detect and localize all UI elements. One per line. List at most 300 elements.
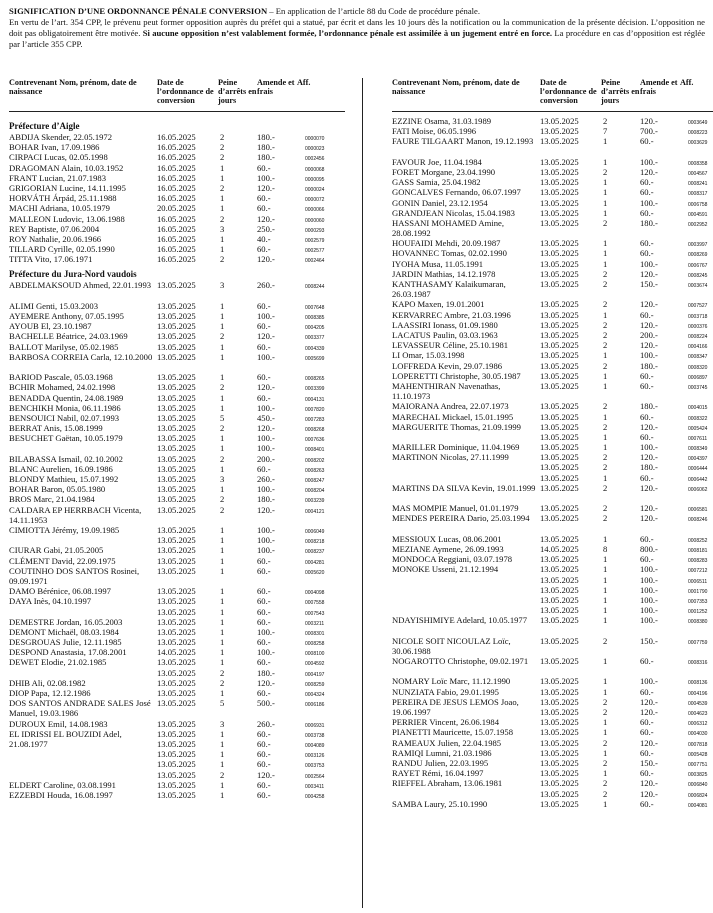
table-row: [9, 627, 345, 637]
conversion-date: 13.05.2025: [540, 350, 579, 361]
conversion-date: 13.05.2025: [157, 555, 196, 566]
case-number: 0006931: [305, 722, 325, 729]
fine-amount: 60.-: [257, 463, 271, 474]
conversion-date: 16.05.2025: [157, 142, 196, 153]
table-row: [392, 116, 713, 126]
detention-days: 1: [220, 321, 225, 332]
detention-days: 1: [603, 768, 608, 779]
offender-name: NICOLE SOIT NICOULAZ Loïc, 30.06.1988: [392, 635, 511, 656]
fine-amount: 180.-: [257, 132, 275, 142]
fine-amount: 60.-: [640, 686, 654, 697]
detention-days: 2: [603, 421, 608, 432]
table-row: [392, 157, 713, 167]
detention-days: 1: [220, 443, 225, 454]
conversion-date: 13.05.2025: [540, 635, 579, 646]
conversion-date: 13.05.2025: [540, 421, 579, 432]
header-amende: Amende et frais: [257, 78, 295, 96]
table-row: [392, 585, 713, 595]
conversion-date: 13.05.2025: [540, 329, 579, 340]
table-row: [392, 575, 713, 585]
table-row: [392, 452, 713, 462]
fine-amount: 40.-: [257, 233, 271, 244]
table-row: [9, 433, 345, 443]
header-amende: Amende et frais: [640, 78, 678, 96]
conversion-date: 13.05.2025: [540, 238, 579, 249]
case-number: 0004397: [688, 456, 708, 463]
table-row: [392, 310, 713, 320]
offender-name: BROS Marc, 21.04.1984: [9, 494, 95, 505]
case-number: 0008349: [688, 446, 708, 453]
detention-days: 1: [220, 203, 225, 214]
table-row: [9, 607, 345, 617]
header-date: Date de l’ordonnance de conversion: [157, 78, 214, 105]
offender-name: MALLEON Ludovic, 13.06.1988: [9, 213, 125, 224]
offender-name: MARILLER Dominique, 11.04.1969: [392, 442, 520, 453]
detention-days: 1: [220, 233, 225, 244]
offender-name: BOHAR Baron, 05.05.1980: [9, 484, 106, 495]
offender-name: NOMARY Loïc Marc, 11.12.1990: [392, 676, 511, 687]
detention-days: 2: [220, 423, 225, 434]
detention-days: 1: [220, 545, 225, 556]
table-row: [392, 136, 713, 156]
offender-name: HOUFAIDI Mehdi, 20.09.1987: [392, 238, 501, 249]
detention-days: 1: [603, 564, 608, 575]
detention-days: 2: [603, 503, 608, 514]
fine-amount: 250.-: [257, 223, 275, 234]
conversion-date: 13.05.2025: [540, 156, 579, 167]
fine-amount: 120.-: [640, 696, 658, 707]
detention-days: 2: [603, 788, 608, 799]
detention-days: 2: [220, 213, 225, 224]
right-rows: [392, 116, 713, 809]
case-number: 0007558: [305, 600, 325, 607]
fine-amount: 120.-: [640, 778, 658, 789]
table-row: [392, 432, 713, 442]
detention-days: 2: [220, 667, 225, 678]
case-number: 0000376: [688, 323, 708, 330]
fine-amount: 200.-: [257, 453, 275, 464]
case-number: 0008237: [305, 549, 325, 556]
case-number: 0006897: [688, 374, 708, 381]
fine-amount: 180.-: [257, 142, 275, 153]
offender-name: KAPO Maxen, 19.01.2001: [392, 299, 485, 310]
case-number: 0008258: [305, 641, 325, 648]
fine-amount: 100.-: [640, 605, 658, 616]
case-number: 0004089: [305, 742, 325, 749]
detention-days: 1: [603, 238, 608, 249]
table-row: [392, 605, 713, 615]
conversion-date: 13.05.2025: [540, 584, 579, 595]
conversion-date: 13.05.2025: [540, 696, 579, 707]
conversion-date: 13.05.2025: [157, 738, 196, 749]
offender-name: LOFFREDA Kevin, 29.07.1986: [392, 360, 503, 371]
fine-amount: 60.-: [257, 728, 271, 739]
offender-name: BLANC Aurelien, 16.09.1986: [9, 463, 113, 474]
offender-name: CLÉMENT David, 22.09.1975: [9, 555, 116, 566]
table-row: [392, 768, 713, 778]
header-aff: Aff.: [680, 78, 694, 87]
offender-name: DEMONT Michaël, 08.03.1984: [9, 626, 119, 637]
section-heading: Préfecture du Jura-Nord vaudois: [9, 269, 137, 280]
fine-amount: 120.-: [640, 166, 658, 177]
fine-amount: 100.-: [257, 626, 275, 637]
case-number: 0004592: [305, 661, 325, 668]
detention-days: 2: [603, 737, 608, 748]
fine-amount: 180.-: [257, 667, 275, 678]
case-number: 0003629: [688, 140, 708, 147]
offender-name: MARTINON Nicolas, 27.11.1999: [392, 452, 509, 463]
offender-name: MEZIANE Aymene, 26.09.1993: [392, 543, 504, 554]
case-number: 0008263: [305, 467, 325, 474]
table-row: [9, 596, 345, 606]
conversion-date: 13.05.2025: [157, 300, 196, 311]
offender-name: DESGROUAS Julie, 12.11.1985: [9, 637, 122, 648]
fine-amount: 60.-: [257, 749, 271, 760]
offender-name: MACHI Adriana, 10.05.1979: [9, 203, 110, 214]
table-row: [9, 525, 345, 535]
fine-amount: 60.-: [640, 248, 654, 259]
offender-name: FAVOUR Joe, 11.04.1984: [392, 156, 482, 167]
case-number: 0003411: [305, 783, 325, 790]
detention-days: 1: [603, 431, 608, 442]
conversion-date: 13.05.2025: [540, 513, 579, 524]
fine-amount: 60.-: [257, 616, 271, 627]
conversion-date: 13.05.2025: [540, 319, 579, 330]
case-number: 0004030: [688, 731, 708, 738]
case-number: 0006824: [688, 792, 708, 799]
table-row: [392, 208, 713, 218]
offender-name: MONOKE Usseni, 21.12.1994: [392, 564, 499, 575]
fine-amount: 60.-: [257, 596, 271, 607]
detention-days: 2: [220, 677, 225, 688]
header-name: Contrevenant Nom, prénom, date de naissance: [9, 78, 137, 96]
conversion-date: 13.05.2025: [157, 728, 196, 739]
table-row: [9, 780, 345, 790]
offender-name: BOHAR Ivan, 17.09.1986: [9, 142, 100, 153]
fine-amount: 100.-: [257, 433, 275, 444]
fine-amount: 150.-: [640, 635, 658, 646]
conversion-date: 13.05.2025: [540, 768, 579, 779]
detention-days: 2: [220, 453, 225, 464]
table-row: [392, 554, 713, 564]
conversion-date: 13.05.2025: [157, 759, 196, 770]
case-number: 0008380: [688, 619, 708, 626]
table-row: [392, 330, 713, 340]
conversion-date: 13.05.2025: [540, 116, 579, 126]
conversion-date: 13.05.2025: [540, 217, 579, 228]
detention-days: 1: [603, 605, 608, 616]
notice-body-bold: Si aucune opposition n’est valablement formée, l’ordonnance pénale est assimilée à un jugement entré en force.: [140, 28, 553, 38]
detention-days: 1: [603, 258, 608, 269]
offender-name: CIRPACI Lucas, 02.05.1998: [9, 152, 108, 163]
offender-name: DEWET Elodie, 21.02.1985: [9, 657, 107, 668]
detention-days: 1: [220, 688, 225, 698]
case-number: 0003738: [305, 732, 325, 739]
header-date: Date de l’ordonnance de conversion: [540, 78, 597, 105]
fine-amount: 100.-: [640, 574, 658, 585]
case-number: 0004324: [305, 692, 325, 698]
conversion-date: 13.05.2025: [157, 698, 196, 709]
table-row: [9, 637, 345, 647]
case-number: 0003674: [688, 283, 708, 290]
case-number: 0008268: [305, 427, 325, 434]
case-number: 0004131: [305, 396, 325, 403]
detention-days: 2: [603, 513, 608, 524]
fine-amount: 60.-: [257, 300, 271, 311]
table-row: [392, 483, 713, 503]
fine-amount: 60.-: [640, 238, 654, 249]
detention-days: 1: [220, 749, 225, 760]
case-number: 0003211: [305, 620, 325, 627]
conversion-date: 13.05.2025: [540, 309, 579, 320]
offender-name: TITTA Vito, 17.06.1971: [9, 254, 93, 265]
detention-days: 1: [220, 300, 225, 311]
case-number: 0007636: [305, 437, 325, 444]
offender-name: EZZEBDI Houda, 16.08.1997: [9, 789, 113, 800]
case-number: 0006840: [688, 782, 708, 789]
detention-days: 3: [220, 223, 225, 234]
conversion-date: 14.05.2025: [157, 647, 196, 658]
offender-name: GONCALVES Fernando, 06.07.1997: [392, 187, 521, 198]
fine-amount: 100.-: [640, 594, 658, 605]
detention-days: 1: [220, 657, 225, 668]
offender-name: LOPERETTI Christophe, 30.05.1987: [392, 370, 521, 381]
case-number: 0004258: [305, 793, 325, 800]
fine-amount: 150.-: [640, 279, 658, 290]
case-number: 0004197: [305, 671, 325, 678]
table-row: [9, 224, 345, 234]
table-row: [392, 401, 713, 411]
detention-days: 1: [603, 207, 608, 218]
conversion-date: 16.05.2025: [157, 254, 196, 265]
detention-days: 1: [603, 187, 608, 198]
detention-days: 1: [220, 596, 225, 607]
detention-days: 1: [220, 647, 225, 658]
fine-amount: 180.-: [257, 152, 275, 163]
detention-days: 2: [220, 132, 225, 142]
offender-name: CALDARA EP HERRBACH Vicenta, 14.11.1953: [9, 504, 142, 525]
conversion-date: 13.05.2025: [540, 340, 579, 351]
conversion-date: 13.05.2025: [157, 789, 196, 800]
case-number: 0006186: [305, 702, 325, 709]
conversion-date: 13.05.2025: [157, 606, 196, 617]
fine-amount: 60.-: [257, 372, 271, 383]
offender-name: RANDU Julien, 22.03.1995: [392, 757, 489, 768]
conversion-date: 13.05.2025: [157, 616, 196, 627]
table-row: [392, 503, 713, 513]
detention-days: 1: [220, 789, 225, 800]
table-row: [392, 462, 713, 472]
fine-amount: 60.-: [257, 341, 271, 352]
fine-amount: 100.-: [640, 676, 658, 687]
table-row: [9, 586, 345, 596]
fine-amount: 60.-: [257, 392, 271, 403]
conversion-date: 13.05.2025: [157, 749, 196, 760]
table-row: [9, 413, 345, 423]
fine-amount: 180.-: [640, 401, 658, 412]
case-number: 0005620: [305, 569, 325, 576]
table-header: [392, 78, 713, 112]
case-number: 0002456: [305, 156, 325, 163]
conversion-date: 13.05.2025: [157, 331, 196, 342]
offender-name: BARBOSA CORREIA Carla, 12.10.2000: [9, 351, 153, 362]
offender-name: DAYA Inès, 04.10.1997: [9, 596, 92, 607]
fine-amount: 120.-: [640, 503, 658, 514]
case-number: 0005699: [305, 355, 325, 362]
table-row: [392, 350, 713, 360]
table-row: [392, 442, 713, 452]
detention-days: 1: [220, 193, 225, 204]
case-number: 0008246: [688, 517, 708, 524]
detention-days: 2: [603, 482, 608, 493]
fine-amount: 120.-: [257, 382, 275, 393]
case-number: 0004081: [688, 802, 708, 809]
conversion-date: 13.05.2025: [540, 707, 579, 718]
conversion-date: 13.05.2025: [540, 207, 579, 218]
header-aff: Aff.: [297, 78, 311, 87]
conversion-date: 14.05.2025: [540, 543, 579, 554]
fine-amount: 100.-: [257, 402, 275, 413]
detention-days: 2: [603, 268, 608, 279]
case-number: 0002579: [305, 237, 325, 244]
fine-amount: 60.-: [257, 193, 271, 204]
case-number: 0008241: [688, 181, 708, 188]
fine-amount: 60.-: [257, 759, 271, 770]
fine-amount: 120.-: [640, 421, 658, 432]
offender-name: TILLARD Cyrille, 02.05.1990: [9, 244, 115, 255]
table-row: [9, 647, 345, 657]
detention-days: 1: [603, 380, 608, 391]
conversion-date: 13.05.2025: [540, 177, 579, 188]
fine-amount: 60.-: [257, 738, 271, 749]
detention-days: 2: [603, 707, 608, 718]
table-row: [9, 657, 345, 667]
conversion-date: 13.05.2025: [540, 126, 579, 137]
detention-days: 2: [220, 494, 225, 505]
case-number: 0004196: [688, 690, 708, 697]
case-number: 0001252: [688, 609, 708, 616]
table-row: [9, 698, 345, 718]
offender-name: BESUCHET Gaëtan, 10.05.1979: [9, 433, 123, 444]
fine-amount: 100.-: [257, 443, 275, 454]
offender-name: MENDES PEREIRA Dario, 25.03.1994: [392, 513, 530, 524]
offender-name: DUROUX Emil, 14.08.1983: [9, 718, 108, 729]
fine-amount: 60.-: [257, 244, 271, 255]
case-number: 0004098: [305, 590, 325, 597]
conversion-date: 13.05.2025: [157, 596, 196, 607]
case-number: 0005428: [688, 751, 708, 758]
detention-days: 1: [220, 738, 225, 749]
conversion-date: 13.05.2025: [157, 321, 196, 332]
case-number: 0001790: [688, 588, 708, 595]
case-number: 0000023: [305, 146, 325, 153]
fine-amount: 60.-: [640, 472, 654, 483]
case-number: 0006442: [688, 476, 708, 483]
conversion-date: 13.05.2025: [157, 311, 196, 322]
detention-days: 2: [603, 340, 608, 351]
fine-amount: 60.-: [257, 555, 271, 566]
table-row: [9, 234, 345, 244]
conversion-date: 13.05.2025: [157, 412, 196, 423]
conversion-date: 13.05.2025: [157, 718, 196, 729]
conversion-date: 13.05.2025: [540, 452, 579, 463]
detention-days: 2: [220, 142, 225, 153]
detention-days: 2: [220, 182, 225, 193]
case-number: 0007283: [305, 416, 325, 423]
detention-days: 1: [220, 311, 225, 322]
table-row: [392, 167, 713, 177]
table-row: [9, 617, 345, 627]
fine-amount: 120.-: [257, 213, 275, 224]
table-row: [392, 187, 713, 197]
offender-name: DAMO Bérénice, 06.08.1997: [9, 586, 111, 597]
offender-name: DRAGOMAN Alain, 10.03.1952: [9, 162, 124, 173]
conversion-date: 13.05.2025: [540, 360, 579, 371]
offender-name: BENSOUICI Nabil, 02.07.1993: [9, 412, 120, 423]
offender-name: GASS Samia, 25.04.1982: [392, 177, 481, 188]
table-row: [392, 259, 713, 269]
fine-amount: 100.-: [257, 535, 275, 546]
conversion-date: 13.05.2025: [540, 299, 579, 310]
offender-name: MARTINS DA SILVA Kevin, 19.01.1999: [392, 482, 536, 493]
case-number: 0004539: [688, 700, 708, 707]
conversion-date: 13.05.2025: [157, 779, 196, 790]
offender-name: DEMESTRE Jordan, 16.05.2003: [9, 616, 123, 627]
conversion-date: 13.05.2025: [157, 524, 196, 535]
detention-days: 3: [220, 280, 225, 291]
notice-paragraph-title: [9, 6, 705, 17]
conversion-date: 13.05.2025: [540, 676, 579, 687]
table-row: [9, 342, 345, 352]
offender-name: ABDELMAKSOUD Ahmed, 22.01.1993: [9, 280, 152, 291]
table-row: [9, 173, 345, 183]
conversion-date: 13.05.2025: [540, 482, 579, 493]
detention-days: 2: [603, 299, 608, 310]
table-row: [392, 422, 713, 432]
table-row: [392, 636, 713, 656]
table-row: [392, 340, 713, 350]
case-number: 0003753: [305, 763, 325, 770]
case-number: 0004205: [305, 325, 325, 332]
fine-amount: 120.-: [640, 116, 658, 126]
case-number: 0000072: [305, 197, 325, 204]
table-row: [9, 494, 345, 504]
detention-days: 1: [603, 533, 608, 544]
detention-days: 1: [603, 177, 608, 188]
table-row: [9, 474, 345, 484]
fine-amount: 60.-: [257, 657, 271, 668]
offender-name: COUTINHO DOS SANTOS Rosinei, 09.09.1971: [9, 565, 140, 586]
table-row: [9, 142, 345, 152]
fine-amount: 120.-: [257, 423, 275, 434]
conversion-date: 16.05.2025: [157, 182, 196, 193]
conversion-date: 13.05.2025: [157, 382, 196, 393]
fine-amount: 60.-: [640, 717, 654, 728]
case-number: 0003377: [305, 335, 325, 342]
fine-amount: 120.-: [640, 482, 658, 493]
fine-amount: 100.-: [257, 172, 275, 183]
detention-days: 2: [220, 152, 225, 163]
case-number: 0003649: [688, 120, 708, 126]
conversion-date: 13.05.2025: [157, 688, 196, 698]
conversion-date: 13.05.2025: [540, 503, 579, 514]
offender-name: MARECHAL Mickael, 15.01.1995: [392, 411, 514, 422]
case-number: 0007818: [688, 741, 708, 748]
fine-amount: 180.-: [640, 217, 658, 228]
conversion-date: 16.05.2025: [157, 132, 196, 142]
offender-name: FORET Morgane, 23.04.1990: [392, 166, 496, 177]
detention-days: 1: [220, 555, 225, 566]
